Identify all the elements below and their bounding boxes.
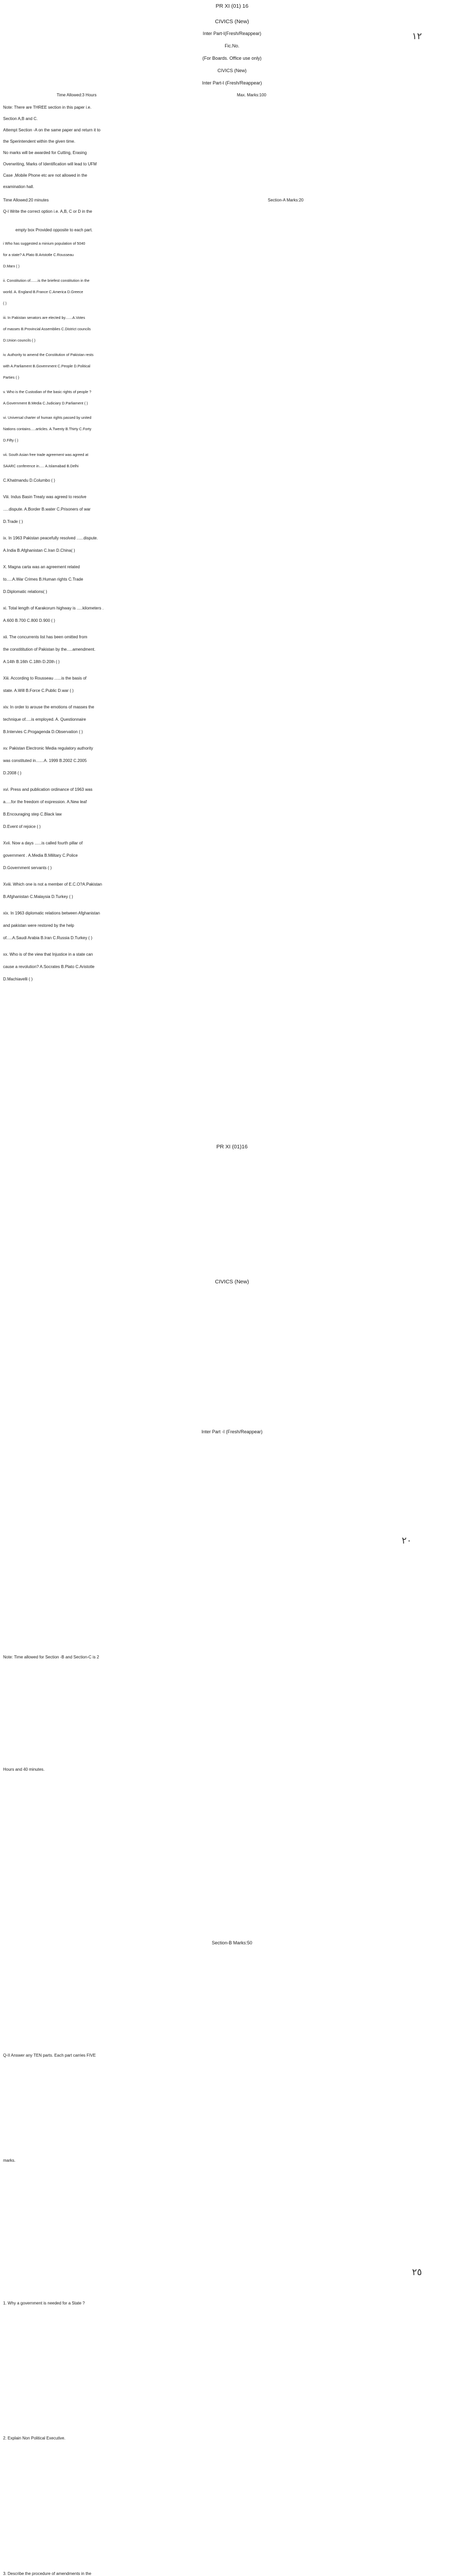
handwritten-margin-note: ٢٠ — [402, 1535, 412, 1546]
mcq-item-line: ix. In 1963 Pakistan peacefully resolved ......dispute. — [3, 536, 98, 540]
mcq-item-line: ( ) — [3, 301, 7, 306]
instruction-line: Attempt Section -A on the same paper and return it to — [3, 128, 100, 132]
mcq-item-line: state. A.Will B.Force C.Public D.war ( ) — [3, 688, 74, 693]
instruction-line: Note: There are THREE section in this paper i.e. — [3, 105, 92, 110]
mcq-item-line: Xviii. Which one is not a member of E.C.O?A.Pakistan — [3, 882, 102, 887]
mcq-item-line: D.Government servants ( ) — [3, 866, 52, 870]
mcq-item-line: xx. Who is of the view that Injustice in a state can — [3, 952, 93, 957]
mcq-item-line: B.Encouraging step C.Black law — [3, 812, 62, 817]
boards-office-use: (For Boards. Office use only) — [202, 56, 262, 61]
mcq-item-line: A.600 B.700 C.800 D.900 ( ) — [3, 618, 55, 623]
mcq-item-line: xv. Pakistan Electronic Media regulatory authority — [3, 746, 93, 751]
short-question-line: 2. Explain Non Political Executive. — [3, 2436, 65, 2441]
exam-code: PR XI (01) 16 — [215, 3, 249, 9]
instruction-line: Section A,B and C. — [3, 116, 38, 121]
mcq-item-line: for a state? A.Plato B.Aristotle C.Rousseau — [3, 252, 74, 257]
mcq-item-line: i Who has suggested a minium population of 5040 — [3, 241, 85, 246]
mcq-item-line: Nations contains.....articles. A.Twenty B.Thirty C.Forty — [3, 427, 92, 431]
mcq-item-line: and pakistan were restored by the help — [3, 923, 74, 928]
mcq-item-line: Viii. Indus Basin Treaty was agreed to resolve — [3, 495, 87, 499]
exam-part: Inter Part-I(Fresh/Reappear) — [202, 31, 262, 36]
mcq-item-line: xvi. Press and publication ordinance of 1963 was — [3, 787, 93, 792]
subject-title-2: CIVICS (New) — [217, 68, 247, 73]
mcq-item-line: technique of.....is employed. A. Questionnaire — [3, 717, 86, 722]
mcq-item-line: .....dispute. A.Border B.water C.Prisoners of war — [3, 507, 91, 512]
mcq-item-line: was constituted in.......A. 1999 B.2002 C.2005 — [3, 758, 87, 763]
mcq-item-line: D.Trade ( ) — [3, 519, 23, 524]
mcq-item-line: a.....for the freedom of expression. A.New leaf — [3, 800, 87, 804]
section-b-intro: marks. — [3, 2158, 15, 2163]
mcq-item-line: A.14th B.16th C.18th D.20th ( ) — [3, 659, 60, 664]
section-bc-note: Hours and 40 minutes. — [3, 1767, 45, 1772]
mcq-item-line: iii. In Pakistan senators are elected by.......A.Votes — [3, 315, 85, 320]
mcq-item-line: world. A. England B.France C.America D.Greece — [3, 290, 83, 294]
section-a-marks: Section-A Marks:20 — [268, 198, 304, 202]
mcq-item-line: of masses B.Provincial Assemblies C.District councils — [3, 327, 91, 331]
mcq-item-line: A.India B.Afghanistan C.Iran D.China( ) — [3, 548, 75, 553]
mcq-item-line: D.Event of rejoice ( ) — [3, 824, 41, 829]
question-1-prompt: Q-I Write the correct option i.e. A,B, C or D in the — [3, 209, 92, 214]
mcq-item-line: D.Marx ( ) — [3, 264, 20, 268]
mcq-item-line: xix. In 1963 diplomatic relations between Afghanistan — [3, 911, 100, 916]
mcq-item-line: ii. Constitution of.......is the briefest constitution in the — [3, 278, 90, 283]
instruction-line: Case ,Mobile Phone etc are not allowed in the — [3, 173, 88, 178]
exam-part-3: Inter Part -I (Fresh/Reappear) — [201, 1429, 263, 1434]
mcq-item-line: vii. South Asian free trade agreement was agreed at — [3, 452, 89, 457]
mcq-item-line: cause a revolution? A.Socrates B.Plato C.Aristotle — [3, 964, 95, 969]
mcq-item-line: B.Intervies C.Progagenda D.Observation ( ) — [3, 730, 83, 734]
mcq-item-line: D.2008 ( ) — [3, 771, 22, 775]
subject-title-3: CIVICS (New) — [215, 1279, 249, 1285]
mcq-item-line: Xiii. According to Rousseau ......is the basis of — [3, 676, 87, 681]
exam-part-2: Inter Part-I (Fresh/Reappear) — [202, 80, 262, 86]
mcq-item-line: D.Fifty ( ) — [3, 438, 19, 443]
exam-code-2: PR XI (01)16 — [216, 1143, 248, 1150]
mcq-item-line: v. Who is the Custodian of the basic rights of people ? — [3, 389, 92, 394]
instruction-line: the Sperintendent within the given time. — [3, 139, 76, 144]
mcq-item-line: X. Magna carta was an agreement related — [3, 565, 80, 569]
mcq-item-line: D.Union councils ( ) — [3, 338, 36, 343]
fic-number: Fic.No. — [225, 43, 239, 48]
handwritten-margin-note: ٢٥ — [412, 2267, 422, 2278]
max-marks: Max. Marks:100 — [237, 93, 266, 97]
mcq-item-line: B.Afghanistan C.Malaysia D.Turkey ( ) — [3, 894, 73, 899]
mcq-item-line: Xvii. Now a days ......is called fourth pillar of — [3, 841, 83, 845]
mcq-item-line: C.Khatmandu D.Columbo ( ) — [3, 478, 55, 483]
mcq-item-line: xiv. In order to arouse the emotions of masses the — [3, 705, 94, 709]
mcq-item-line: to.....A.War Crimes B.Human rights C.Trade — [3, 577, 83, 582]
mcq-item-line: vi. Universal charter of human rights passed by united — [3, 415, 92, 420]
mcq-item-line: Parties ( ) — [3, 375, 20, 380]
mcq-item-line: A.Government B.Media C.Judiciary D.Parliament ( ) — [3, 401, 88, 405]
section-b-intro: Q-II Answer any TEN parts. Each part carries FIVE — [3, 2053, 96, 2058]
question-1-prompt-cont: empty box Provided opposite to each part. — [15, 228, 93, 232]
mcq-item-line: iv. Authority to amend the Constitution of Pakistan rests — [3, 352, 94, 357]
handwritten-margin-note: ١٢ — [412, 31, 422, 42]
mcq-item-line: the constititution of Pakistan by the.....amendment. — [3, 647, 96, 652]
instruction-line: examination hall. — [3, 184, 35, 189]
short-question-line: 3. Describe the procedure of amendments in the — [3, 2571, 92, 2576]
mcq-item-line: xi. Total length of Karakorum highway is .....kilometers . — [3, 606, 104, 611]
mcq-item-line: xii. The concurrents list has been omitted from — [3, 635, 88, 639]
subject-title: CIVICS (New) — [215, 19, 249, 25]
mcq-item-line: government . A.Media B.Military C.Police — [3, 853, 78, 858]
mcq-item-line: of.....A.Saudi Arabia B.Iran C.Russia D.Turkey ( ) — [3, 936, 93, 940]
section-b-title: Section-B Marks:50 — [212, 1940, 252, 1945]
mcq-item-line: D.Machiavelli ( ) — [3, 977, 33, 981]
mcq-item-line: D.Diplomatic relations( ) — [3, 589, 47, 594]
instruction-line: No marks will be awarded for Cutting, Erasing — [3, 150, 87, 155]
mcq-item-line: SAARC conference in..... A.Islamabad B.Delhi — [3, 464, 79, 468]
section-a-time: Time Allowed:20 minutes — [3, 198, 49, 202]
time-allowed: Time Allowed:3 Hours — [57, 93, 97, 97]
short-question-line: 1. Why a government is needed for a State ? — [3, 2300, 85, 2306]
section-bc-note: Note: Time allowed for Section -B and Section-C is 2 — [3, 1654, 99, 1659]
instruction-line: Overwriting, Marks of Identification will lead to UFM — [3, 162, 97, 166]
mcq-item-line: with A.Parliament B.Government C.People D.Political — [3, 364, 91, 368]
